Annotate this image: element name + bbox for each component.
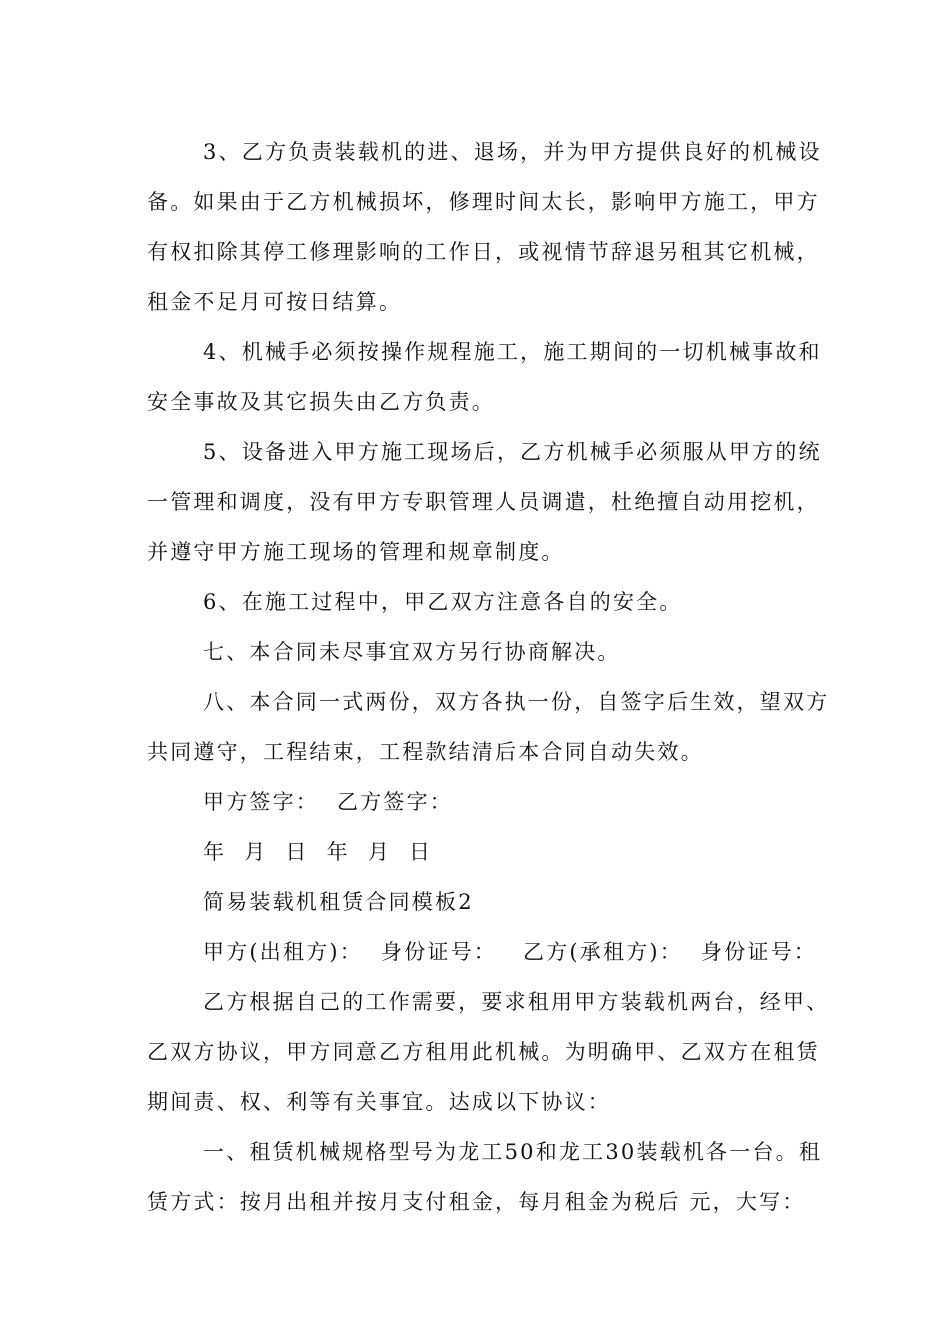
lessee-label: 乙方(承租方)： xyxy=(523,940,683,964)
parties-line xyxy=(147,927,817,977)
agreement-intro-line-1: 乙方根据自己的工作需要，要求租用甲方装载机两台，经甲、 xyxy=(203,990,830,1014)
clause-4-line-2: 安全事故及其它损失由乙方负责。 xyxy=(147,390,495,414)
date-month-a: 月 xyxy=(244,840,268,864)
date-line xyxy=(147,827,812,877)
lessee-id-label: 身份证号： xyxy=(701,940,817,964)
date-year-b: 年 xyxy=(326,840,350,864)
party-b-signature-label: 乙方签字： xyxy=(337,790,453,814)
clause-5-line-3: 并遵守甲方施工现场的管理和规章制度。 xyxy=(147,540,565,564)
clause-3-line-1: 3、乙方负责装载机的进、退场，并为甲方提供良好的机械设 xyxy=(203,140,822,164)
template-title: 简易装载机租赁合同模板2 xyxy=(203,890,474,914)
clause-3-line-4: 租金不足月可按日结算。 xyxy=(147,290,403,314)
date-day-a: 日 xyxy=(285,840,309,864)
signature-line xyxy=(147,777,812,827)
lessor-label: 甲方(出租方)： xyxy=(203,940,363,964)
date-month-b: 月 xyxy=(367,840,392,864)
clause-8-line-1: 八、本合同一式两份，双方各执一份，自签字后生效，望双方 xyxy=(203,690,830,714)
clause-8-line-2: 共同遵守，工程结束，工程款结清后本合同自动失效。 xyxy=(147,740,704,764)
clause-7-line-1: 七、本合同未尽事宜双方另行协商解决。 xyxy=(203,640,621,664)
date-day-b: 日 xyxy=(409,840,433,864)
lessor-id-label: 身份证号： xyxy=(381,940,497,964)
clause-6-line-1: 6、在施工过程中，甲乙双方注意各自的安全。 xyxy=(203,590,683,614)
clause-1-line-2: 赁方式：按月出租并按月支付租金，每月租金为税后 元，大写： xyxy=(147,1190,806,1214)
party-a-signature-label: 甲方签字： xyxy=(203,790,319,814)
document-body xyxy=(147,127,830,1227)
clause-4-line-1: 4、机械手必须按操作规程施工，施工期间的一切机械事故和 xyxy=(203,340,822,364)
clause-1-line-1: 一、租赁机械规格型号为龙工50和龙工30装载机各一台。租 xyxy=(203,1140,823,1164)
agreement-intro-line-3: 期间责、权、利等有关事宜。达成以下协议： xyxy=(147,1090,611,1114)
date-year-a: 年 xyxy=(203,840,227,864)
agreement-intro-line-2: 乙双方协议，甲方同意乙方租用此机械。为明确甲、乙双方在租赁 xyxy=(147,1040,820,1064)
clause-3-line-2: 备。如果由于乙方机械损坏，修理时间太长，影响甲方施工，甲方 xyxy=(147,190,820,214)
clause-3-line-3: 有权扣除其停工修理影响的工作日，或视情节辞退另租其它机械， xyxy=(147,240,820,264)
clause-5-line-1: 5、设备进入甲方施工现场后，乙方机械手必须服从甲方的统 xyxy=(203,440,822,464)
clause-5-line-2: 一管理和调度，没有甲方专职管理人员调遣，杜绝擅自动用挖机， xyxy=(147,490,820,514)
